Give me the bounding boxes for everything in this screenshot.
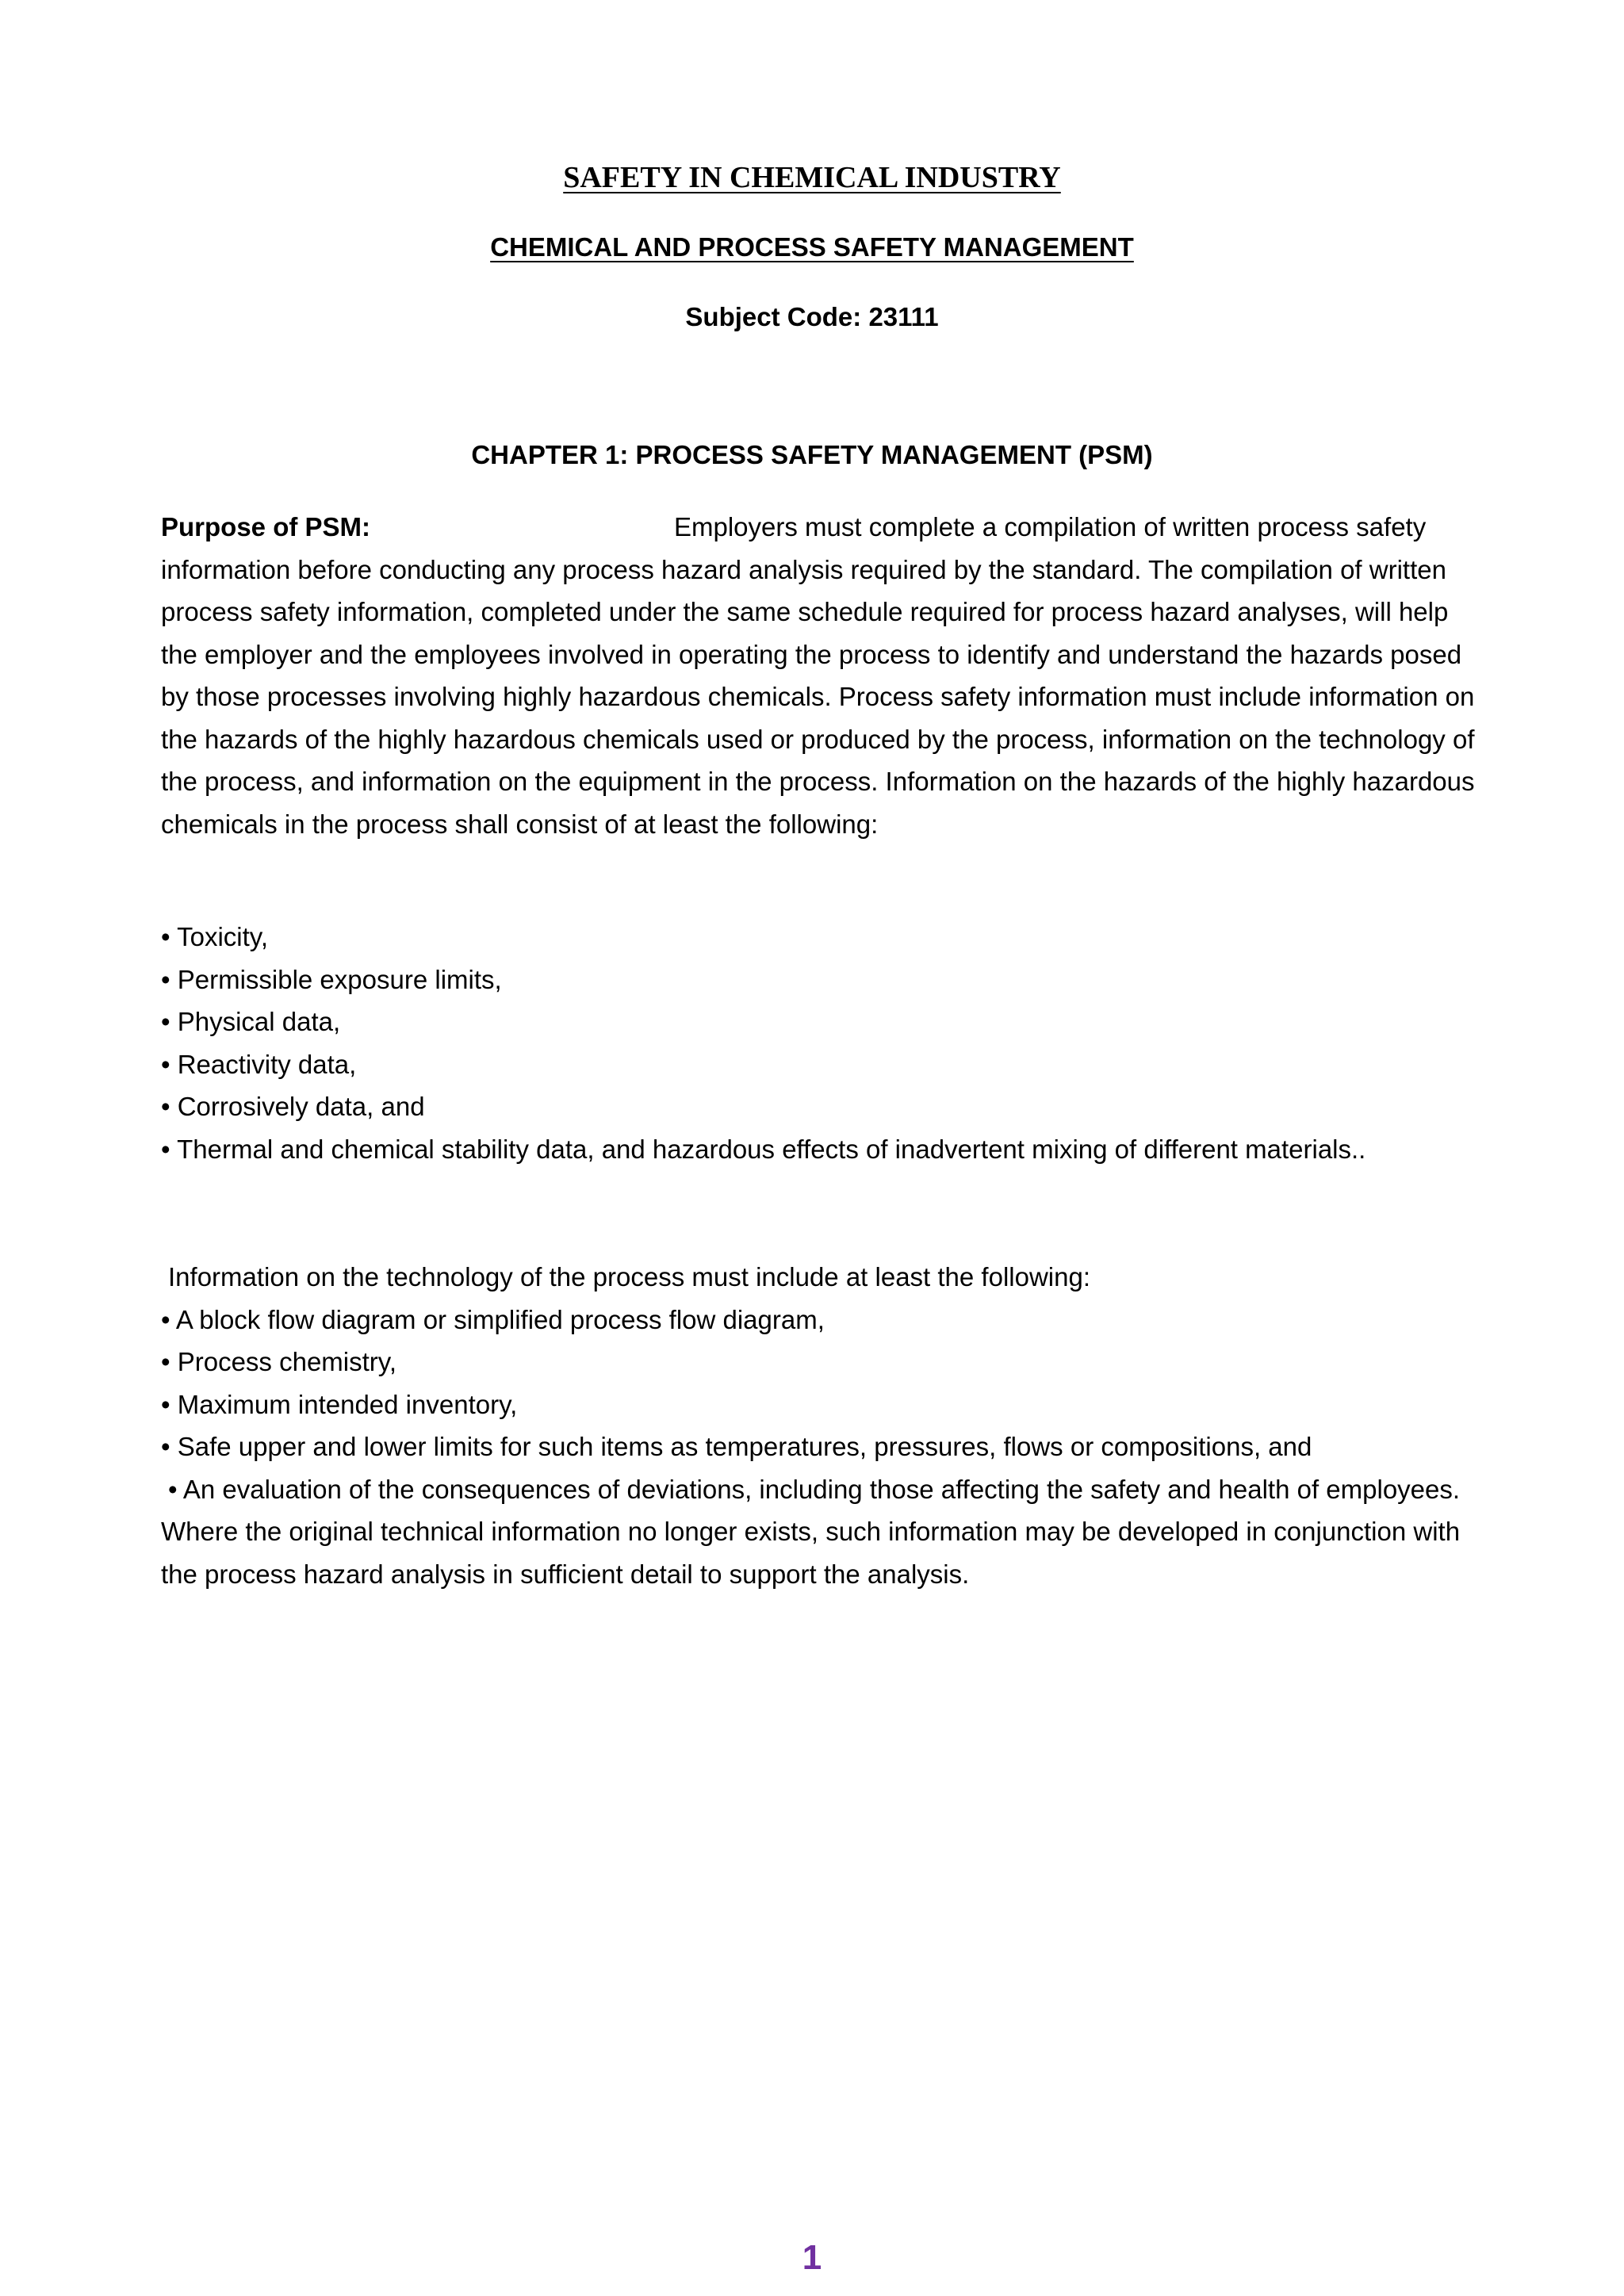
list-item: • Corrosively data, and	[161, 1092, 425, 1121]
list-item: • Permissible exposure limits,	[161, 964, 502, 994]
page-number: 1	[802, 2238, 822, 2277]
list-item: • Process chemistry,	[161, 1347, 396, 1376]
technology-closing-paragraph: Where the original technical information no longer exists, such information may be developed in conjunction with the process hazard analysis in sufficient detail to support the analysis.	[161, 1517, 1461, 1589]
chapter-heading: CHAPTER 1: PROCESS SAFETY MANAGEMENT (PSM)	[471, 440, 1153, 469]
intro-label: Purpose of PSM:	[161, 512, 371, 541]
list-item: • An evaluation of the consequences of deviations, including those affecting the safety and health of employees.	[168, 1474, 1461, 1504]
document-title: SAFETY IN CHEMICAL INDUSTRY	[563, 161, 1061, 194]
intro-paragraph	[161, 506, 1477, 845]
list-item: • Physical data,	[161, 1007, 341, 1036]
document-subtitle: CHEMICAL AND PROCESS SAFETY MANAGEMENT	[490, 232, 1134, 262]
subject-code: Subject Code: 23111	[685, 302, 939, 331]
intro-text: Employers must complete a compilation of written process safety information before conducting any process hazard analysis required by the standard. The compilation of written process safety information, completed under the same schedule required for process hazard analyses, will help the employer and the employees involved in operating the process to identify and understand the hazards posed by those processes involving highly hazardous chemicals. Process safety information must include information on the hazards of the highly hazardous chemicals used or produced by the process, information on the technology of the process, and information on the equipment in the process. Information on the hazards of the highly hazardous chemicals in the process shall consist of at least the following:	[161, 512, 1475, 839]
list-item: • Maximum intended inventory,	[161, 1389, 518, 1419]
hazard-info-list	[161, 916, 1477, 1170]
technology-heading: Information on the technology of the process must include at least the following:	[168, 1262, 1091, 1292]
list-item: • Reactivity data,	[161, 1049, 357, 1079]
technology-list	[161, 1299, 1477, 1511]
intro-section	[161, 506, 1477, 845]
technology-section	[161, 1256, 1477, 1595]
list-item: • Safe upper and lower limits for such items as temperatures, pressures, flows or compositions, and	[161, 1432, 1312, 1461]
list-item: • Thermal and chemical stability data, and hazardous effects of inadvertent mixing of different materials..	[161, 1134, 1366, 1164]
list-item: • Toxicity,	[161, 922, 269, 951]
list-item: • A block flow diagram or simplified process flow diagram,	[161, 1304, 825, 1334]
